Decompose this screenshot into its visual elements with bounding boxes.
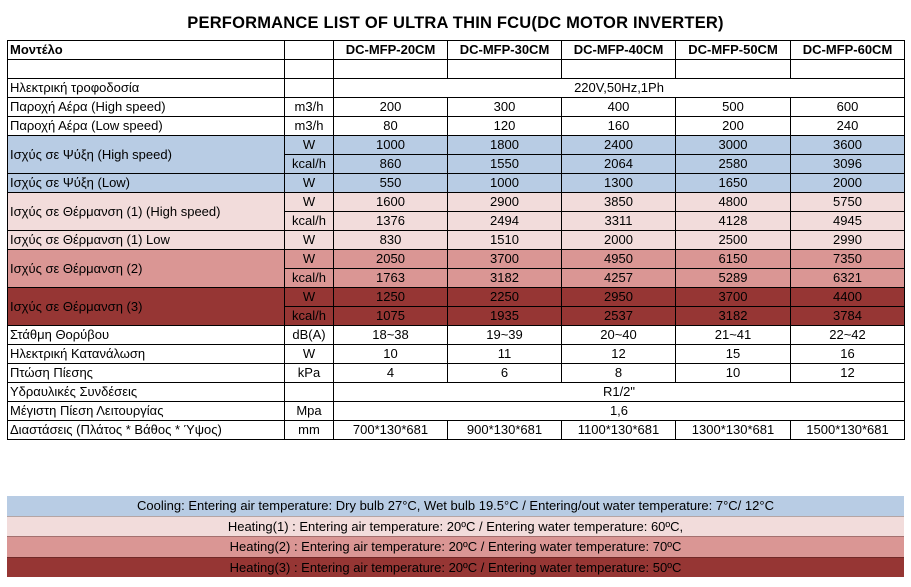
spec-row (8, 136, 905, 155)
spec-value: 21~41 (676, 326, 791, 345)
spec-value: 2050 (334, 250, 448, 269)
spec-label: Διαστάσεις (Πλάτος * Βάθος * Ύψος) (8, 421, 285, 440)
spec-row (8, 98, 905, 117)
model-name: DC-MFP-50CM (676, 41, 791, 60)
spec-value: 5750 (791, 193, 905, 212)
spec-unit: W (285, 193, 334, 212)
spec-value: 3700 (676, 288, 791, 307)
spec-value: 300 (448, 98, 562, 117)
spec-value: 2000 (562, 231, 676, 250)
performance-table (7, 40, 905, 440)
spec-value: 200 (334, 98, 448, 117)
condition-note: Heating(1) : Entering air temperature: 20ºC / Entering water temperature: 60ºC, (7, 516, 904, 537)
spec-value: 8 (562, 364, 676, 383)
spec-unit: kcal/h (285, 212, 334, 231)
spec-row (8, 193, 905, 212)
spec-value (562, 60, 676, 79)
spec-unit (285, 383, 334, 402)
spec-value (334, 60, 448, 79)
spec-unit: mm (285, 421, 334, 440)
spec-value: 4945 (791, 212, 905, 231)
spec-value: 20~40 (562, 326, 676, 345)
condition-note: Heating(3) : Entering air temperature: 20ºC / Entering water temperature: 50ºC (7, 557, 904, 578)
spec-value: 1935 (448, 307, 562, 326)
test-conditions-notes (7, 496, 904, 577)
spec-row (8, 288, 905, 307)
spec-unit: m3/h (285, 117, 334, 136)
spec-row (8, 345, 905, 364)
spec-row (8, 117, 905, 136)
spec-label: Ισχύς σε Θέρμανση (1) Low (8, 231, 285, 250)
spec-value: 1510 (448, 231, 562, 250)
spec-value: 3182 (448, 269, 562, 288)
spec-unit: W (285, 250, 334, 269)
spec-value: 1800 (448, 136, 562, 155)
spec-value: 2990 (791, 231, 905, 250)
spec-value: 4257 (562, 269, 676, 288)
spec-label: Στάθμη Θορύβου (8, 326, 285, 345)
spec-value: 3096 (791, 155, 905, 174)
spec-unit (285, 79, 334, 98)
spec-value: 1300*130*681 (676, 421, 791, 440)
spec-value: 6150 (676, 250, 791, 269)
spec-value: 1000 (448, 174, 562, 193)
spec-value: 600 (791, 98, 905, 117)
model-name: DC-MFP-40CM (562, 41, 676, 60)
spec-value: 2537 (562, 307, 676, 326)
spec-label: Μέγιστη Πίεση Λειτουργίας (8, 402, 285, 421)
spec-label: Υδραυλικές Συνδέσεις (8, 383, 285, 402)
spec-value: 16 (791, 345, 905, 364)
spec-value: 4800 (676, 193, 791, 212)
spec-label: Ηλεκτρική τροφοδοσία (8, 79, 285, 98)
spec-label: Παροχή Αέρα (Low speed) (8, 117, 285, 136)
spec-value: 1075 (334, 307, 448, 326)
page-title: PERFORMANCE LIST OF ULTRA THIN FCU(DC MOTOR INVERTER) (187, 14, 724, 32)
spec-unit: m3/h (285, 98, 334, 117)
spec-row (8, 326, 905, 345)
spec-value: 12 (562, 345, 676, 364)
spec-value (448, 60, 562, 79)
spec-unit (285, 60, 334, 79)
spec-value: 860 (334, 155, 448, 174)
spec-value: 5289 (676, 269, 791, 288)
model-name: DC-MFP-20CM (334, 41, 448, 60)
spec-value: 3600 (791, 136, 905, 155)
spec-unit: dB(A) (285, 326, 334, 345)
spec-unit: W (285, 231, 334, 250)
spec-row (8, 383, 905, 402)
unit-header (285, 41, 334, 60)
spec-label: Ισχύς σε Θέρμανση (1) (High speed) (8, 193, 285, 231)
spec-value: 80 (334, 117, 448, 136)
spec-value: 2000 (791, 174, 905, 193)
spec-value: 500 (676, 98, 791, 117)
spec-value: 2580 (676, 155, 791, 174)
spec-label: Ηλεκτρική Κατανάλωση (8, 345, 285, 364)
spec-value: 240 (791, 117, 905, 136)
spec-merged-value: R1/2" (334, 383, 905, 402)
condition-note: Cooling: Entering air temperature: Dry bulb 27°C, Wet bulb 19.5°C / Entering/out water temperature: 7°C/ 12°C (7, 496, 904, 516)
spec-value: 7350 (791, 250, 905, 269)
spec-value: 22~42 (791, 326, 905, 345)
spec-value: 900*130*681 (448, 421, 562, 440)
spec-merged-value: 1,6 (334, 402, 905, 421)
spec-value: 200 (676, 117, 791, 136)
spec-label: Ισχύς σε Θέρμανση (2) (8, 250, 285, 288)
spec-value: 550 (334, 174, 448, 193)
spec-unit: kPa (285, 364, 334, 383)
spec-value: 3000 (676, 136, 791, 155)
spec-value: 6 (448, 364, 562, 383)
spec-value: 6321 (791, 269, 905, 288)
spec-value: 1300 (562, 174, 676, 193)
spec-value: 2064 (562, 155, 676, 174)
spec-value: 10 (334, 345, 448, 364)
spec-value: 11 (448, 345, 562, 364)
spec-row (8, 421, 905, 440)
spec-label: Ισχύς σε Ψύξη (High speed) (8, 136, 285, 174)
spec-row (8, 174, 905, 193)
spec-row (8, 60, 905, 79)
spec-value: 12 (791, 364, 905, 383)
spec-value: 4 (334, 364, 448, 383)
spec-value: 10 (676, 364, 791, 383)
spec-value: 18~38 (334, 326, 448, 345)
model-header-label: Μοντέλο (8, 41, 285, 60)
model-name: DC-MFP-60CM (791, 41, 905, 60)
spec-value: 15 (676, 345, 791, 364)
spec-label: Πτώση Πίεσης (8, 364, 285, 383)
spec-value: 3700 (448, 250, 562, 269)
spec-value: 1600 (334, 193, 448, 212)
spec-label: Ισχύς σε Ψύξη (Low) (8, 174, 285, 193)
spec-value (791, 60, 905, 79)
spec-unit: W (285, 174, 334, 193)
spec-unit: W (285, 345, 334, 364)
spec-value: 160 (562, 117, 676, 136)
spec-value: 2950 (562, 288, 676, 307)
spec-value: 3182 (676, 307, 791, 326)
spec-value: 2494 (448, 212, 562, 231)
spec-value: 1376 (334, 212, 448, 231)
spec-unit: kcal/h (285, 155, 334, 174)
spec-value: 1000 (334, 136, 448, 155)
condition-note: Heating(2) : Entering air temperature: 20ºC / Entering water temperature: 70ºC (7, 536, 904, 557)
spec-value: 4128 (676, 212, 791, 231)
spec-label (8, 60, 285, 79)
spec-merged-value: 220V,50Hz,1Ph (334, 79, 905, 98)
spec-value: 1100*130*681 (562, 421, 676, 440)
spec-unit: Mpa (285, 402, 334, 421)
spec-unit: W (285, 288, 334, 307)
spec-row (8, 250, 905, 269)
spec-value: 1650 (676, 174, 791, 193)
spec-unit: kcal/h (285, 269, 334, 288)
spec-label: Ισχύς σε Θέρμανση (3) (8, 288, 285, 326)
spec-row (8, 402, 905, 421)
spec-value: 1250 (334, 288, 448, 307)
spec-value: 4950 (562, 250, 676, 269)
model-name: DC-MFP-30CM (448, 41, 562, 60)
spec-row (8, 364, 905, 383)
spec-value: 3850 (562, 193, 676, 212)
spec-label: Παροχή Αέρα (High speed) (8, 98, 285, 117)
spec-value: 4400 (791, 288, 905, 307)
spec-value: 830 (334, 231, 448, 250)
spec-value: 19~39 (448, 326, 562, 345)
spec-value: 400 (562, 98, 676, 117)
spec-value (676, 60, 791, 79)
spec-value: 2400 (562, 136, 676, 155)
spec-value: 1500*130*681 (791, 421, 905, 440)
spec-unit: kcal/h (285, 307, 334, 326)
spec-value: 2900 (448, 193, 562, 212)
spec-value: 3784 (791, 307, 905, 326)
spec-row (8, 231, 905, 250)
header-row (8, 41, 905, 60)
spec-row (8, 79, 905, 98)
spec-unit: W (285, 136, 334, 155)
spec-value: 3311 (562, 212, 676, 231)
spec-value: 2500 (676, 231, 791, 250)
spec-value: 1550 (448, 155, 562, 174)
spec-value: 700*130*681 (334, 421, 448, 440)
spec-value: 1763 (334, 269, 448, 288)
spec-value: 120 (448, 117, 562, 136)
spec-value: 2250 (448, 288, 562, 307)
